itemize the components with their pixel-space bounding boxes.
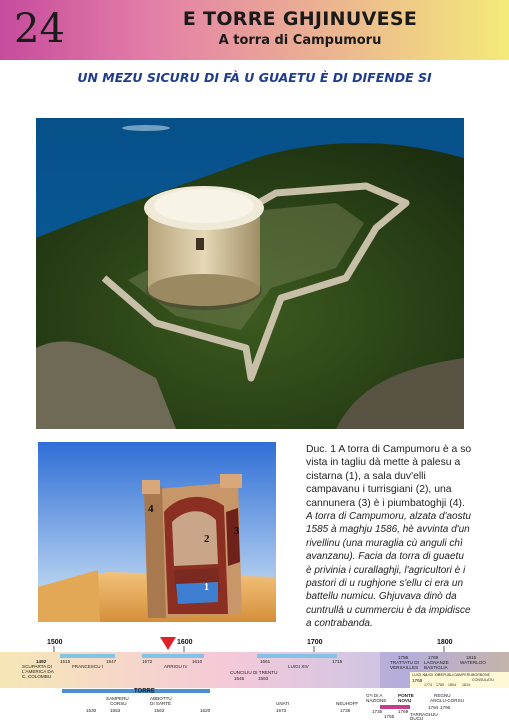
reign-label: CONSULATU — [472, 678, 494, 682]
event-text: CUNCILIU DI TRENTU — [230, 670, 278, 675]
reign-label: 1789 — [436, 683, 444, 687]
event-year: 1673 — [276, 708, 287, 713]
event-year: 1769 — [398, 709, 409, 714]
event-year: 1563 — [258, 676, 269, 681]
event-year: 1661 — [260, 659, 271, 664]
event-text: ANGLU-CORSU — [430, 698, 464, 703]
reign-label: LUIGI XVI — [424, 673, 441, 677]
event-text: NEUHOFF — [336, 701, 359, 706]
header-banner — [0, 0, 509, 60]
tower-aerial-photo — [36, 118, 464, 429]
century-label: 1700 — [307, 639, 323, 646]
century-label: 1600 — [177, 639, 193, 646]
event-text: UNATI — [276, 701, 290, 706]
event-text: NAZIONE — [366, 698, 387, 703]
event-year: 1620 — [200, 708, 211, 713]
event-year: 1736 — [340, 708, 351, 713]
event-text: TRATTATU DI — [390, 660, 419, 665]
event-year: 1547 — [106, 659, 117, 664]
event-year: 1530 — [86, 708, 97, 713]
event-year: 1715 — [332, 659, 343, 664]
event-year: 1769 — [428, 655, 439, 660]
reign-label: IMPERU — [458, 673, 472, 677]
history-timeline — [0, 634, 509, 720]
event-text: ARRIGU IV — [164, 664, 188, 669]
tagline: UN MEZU SICURU DI FÀ U GUAETU È DI DIFENDE SI — [77, 70, 432, 85]
reign-label: 1804 — [448, 683, 456, 687]
event-text: LUIGI XIV — [288, 664, 309, 669]
event-year: 1610 — [192, 659, 203, 664]
event-year: 1545 — [234, 676, 245, 681]
event-year: 1755 — [398, 655, 409, 660]
torre-label: TORRE — [134, 688, 155, 695]
caption-body: A torra di Campumoru, alzata d'aostu 1585 à maghju 1586, hè avvinta d'un rivellinu (una muraglia cù anguli chì avanzanu). Facia da torra di guaetu è privinia i curallaghji, l'agricultori è i pastori di u rughjone s'ellu ci era un battellu numicu. Ghjuvava dinò da cuntrullà u cummerciu è da impidisce a contrabanda. — [306, 511, 471, 630]
event-year: 1796 — [440, 705, 451, 710]
event-year: 1755 — [384, 714, 395, 719]
event-text: L'AMERICA DA — [22, 669, 54, 674]
cutaway-illustration — [38, 442, 276, 622]
event-text: SCUPARTA DI — [22, 664, 52, 669]
diagram-label-4: 4 — [148, 503, 154, 515]
event-text: ABBOTTU — [150, 696, 172, 701]
diagram-label-1: 1 — [204, 582, 209, 593]
event-text: TARRAGHJU — [410, 712, 438, 717]
reign-label: 1774 — [424, 683, 432, 687]
tower-cutaway-diagram — [38, 442, 276, 622]
document-caption — [306, 443, 472, 631]
event-text: G*I DI A — [366, 693, 383, 698]
aerial-photo-illustration — [36, 118, 464, 429]
event-text: DI SARTÈ — [150, 701, 172, 706]
timeline-graphic — [0, 634, 509, 720]
event-text: PONTE — [398, 693, 414, 698]
event-text: LAGNANZE — [424, 660, 449, 665]
event-year: 1553 — [110, 708, 121, 713]
event-text: NOVU — [398, 698, 412, 703]
page-subtitle: A torra di Campumoru — [218, 33, 382, 48]
event-text: WATERLOO — [460, 660, 486, 665]
reign-label: LUIGI XV — [412, 673, 428, 677]
event-text: CORSU — [110, 701, 127, 706]
event-year: 1572 — [142, 659, 153, 664]
event-text: DUCU — [410, 716, 424, 720]
event-year: 1515 — [60, 659, 71, 664]
reign-label: BORBONE — [472, 673, 490, 677]
event-year: 1815 — [466, 655, 477, 660]
event-text: C. COLOMBU — [22, 674, 52, 679]
event-text: VERSAILLES — [390, 665, 419, 670]
event-text: BASTIGLIA — [424, 665, 448, 670]
century-label: 1500 — [47, 639, 63, 646]
diagram-label-2: 2 — [204, 533, 210, 545]
page-number: 24 — [14, 6, 65, 52]
reign-label: REPUBLICA — [438, 673, 459, 677]
current-era-marker — [160, 637, 176, 650]
event-year: 1768 — [412, 678, 423, 683]
caption-lead: Duc. 1 A torra di Campumoru è a so vista in tagliu dà mette à palesu a cistarna (1), a sala duv'elli campavanu i turrisgiani (2), una cannunera (3) è i piumbatoghji (4). — [306, 444, 472, 509]
event-year: 1794 — [428, 705, 439, 710]
event-year: 1563 — [154, 708, 165, 713]
reign-label: 1814 — [462, 683, 470, 687]
event-year: 1492 — [36, 659, 47, 664]
event-text: SAMPERU — [106, 696, 129, 701]
event-year: 1735 — [372, 709, 383, 714]
event-text: REGNU — [434, 693, 451, 698]
diagram-label-3: 3 — [234, 525, 240, 537]
century-label: 1800 — [437, 639, 453, 646]
event-text: FRANCESCU I — [72, 664, 104, 669]
page-title: E TORRE GHJINUVESE — [182, 8, 418, 30]
